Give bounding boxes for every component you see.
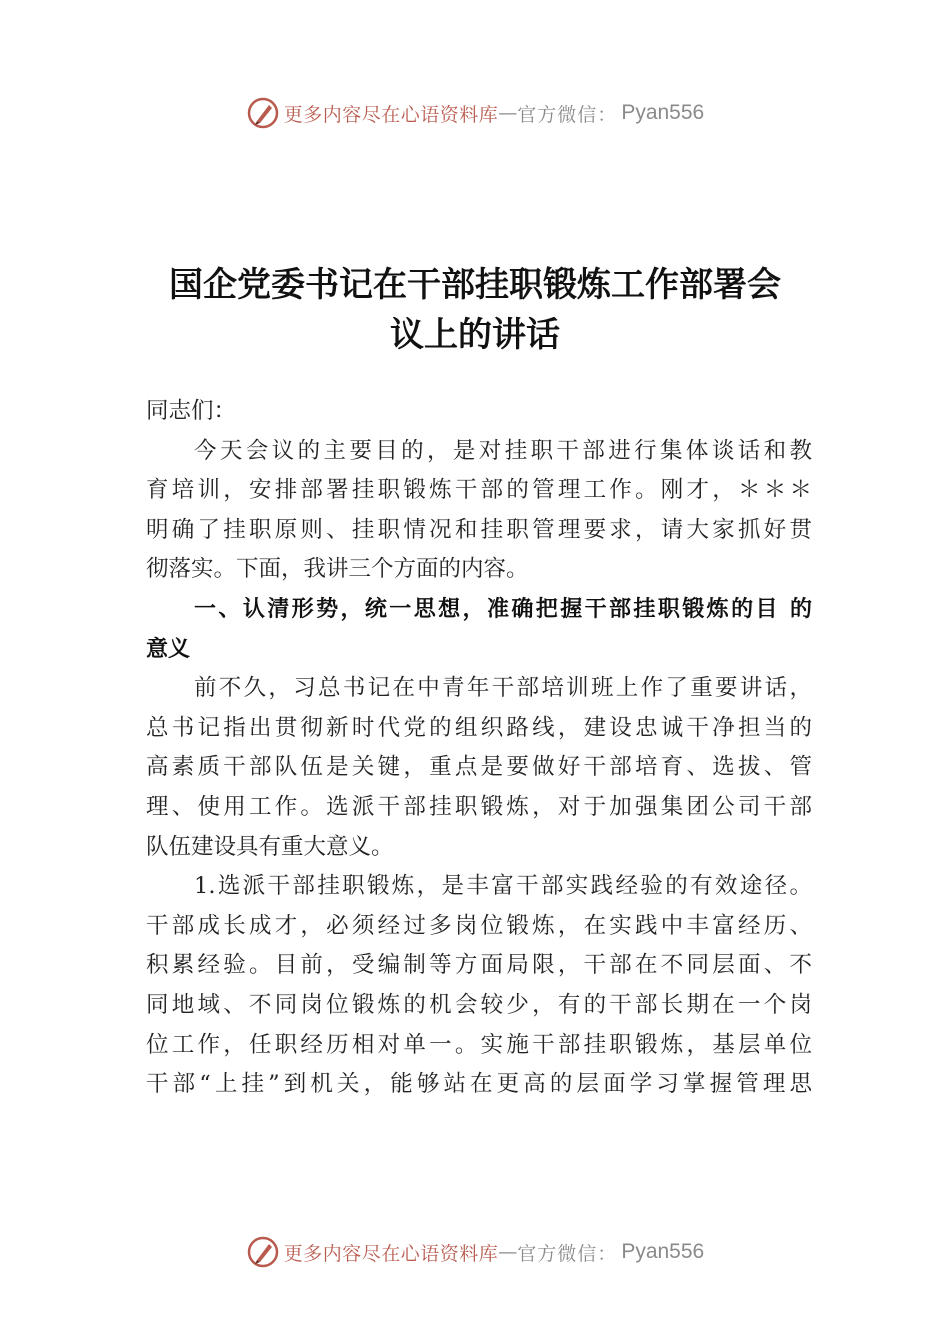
- watermark-banner-top: [0, 93, 950, 133]
- watermark-banner-bottom: [0, 1232, 950, 1272]
- text-line: 位工作，任职经历相对单一。实施干部挂职锻炼，基层单位: [146, 1031, 812, 1058]
- text-line: 同地域、不同岗位锻炼的机会较少，有的干部长期在一个岗: [146, 991, 812, 1018]
- text-line: 高素质干部队伍是关键，重点是要做好干部培育、选拔、管: [146, 754, 812, 781]
- title-line: 国企党委书记在干部挂职锻炼工作部署会: [169, 265, 781, 305]
- watermark-site-text: 更多内容尽在心语资料库: [283, 1242, 499, 1265]
- text-line: 队伍建设具有重大意义。: [146, 833, 394, 860]
- text-line: 干部“上挂”到机关，能够站在更高的层面学习掌握管理思: [146, 1071, 812, 1098]
- paragraph-1: [146, 432, 812, 590]
- paragraph-2: [146, 669, 812, 867]
- document-title: [140, 260, 810, 360]
- pen-logo-icon: [246, 1235, 280, 1269]
- watermark-wechat-label: 官方微信：: [517, 1242, 618, 1265]
- text-line: 明确了挂职原则、挂职情况和挂职管理要求，请大家抓好贯: [146, 516, 812, 543]
- text-line: 理、使用工作。选派干部挂职锻炼，对于加强集团公司干部: [146, 793, 812, 820]
- watermark-wechat-label: 官方微信：: [517, 103, 618, 126]
- document-body: [146, 392, 812, 1105]
- text-line: 干部成长成才，必须经过多岗位锻炼，在实践中丰富经历、: [146, 912, 812, 939]
- title-line: 议上的讲话: [390, 315, 560, 355]
- watermark-site-text: 更多内容尽在心语资料库: [283, 103, 499, 126]
- heading-line: 一、认清形势，统一思想，准确把握干部挂职锻炼的目 的: [194, 596, 812, 622]
- heading-line: 意义: [146, 636, 191, 662]
- text-line: 前不久，习总书记在中青年干部培训班上作了重要讲话，: [194, 675, 812, 702]
- text-line: 1.选派干部挂职锻炼，是丰富干部实践经验的有效途径。: [194, 873, 812, 900]
- watermark-wechat-id: Pyan556: [621, 1240, 705, 1263]
- text-line: 总书记指出贯彻新时代党的组织路线，建设忠诚干净担当的: [146, 714, 812, 741]
- text-line: 彻落实。下面，我讲三个方面的内容。: [146, 556, 529, 583]
- pen-logo-icon: [246, 96, 280, 130]
- paragraph-3: [146, 867, 812, 1105]
- text-line: 育培训，安排部署挂职锻炼干部的管理工作。刚才，＊＊＊: [146, 477, 812, 504]
- section-heading-1: [146, 590, 812, 669]
- watermark-wechat-id: Pyan556: [621, 101, 705, 124]
- watermark-separator: —: [498, 102, 518, 124]
- text-line: 今天会议的主要目的，是对挂职干部进行集体谈话和教: [194, 437, 812, 464]
- greeting: 同志们：: [146, 398, 237, 424]
- watermark-separator: —: [498, 1241, 518, 1263]
- text-line: 积累经验。目前，受编制等方面局限，干部在不同层面、不: [146, 952, 812, 979]
